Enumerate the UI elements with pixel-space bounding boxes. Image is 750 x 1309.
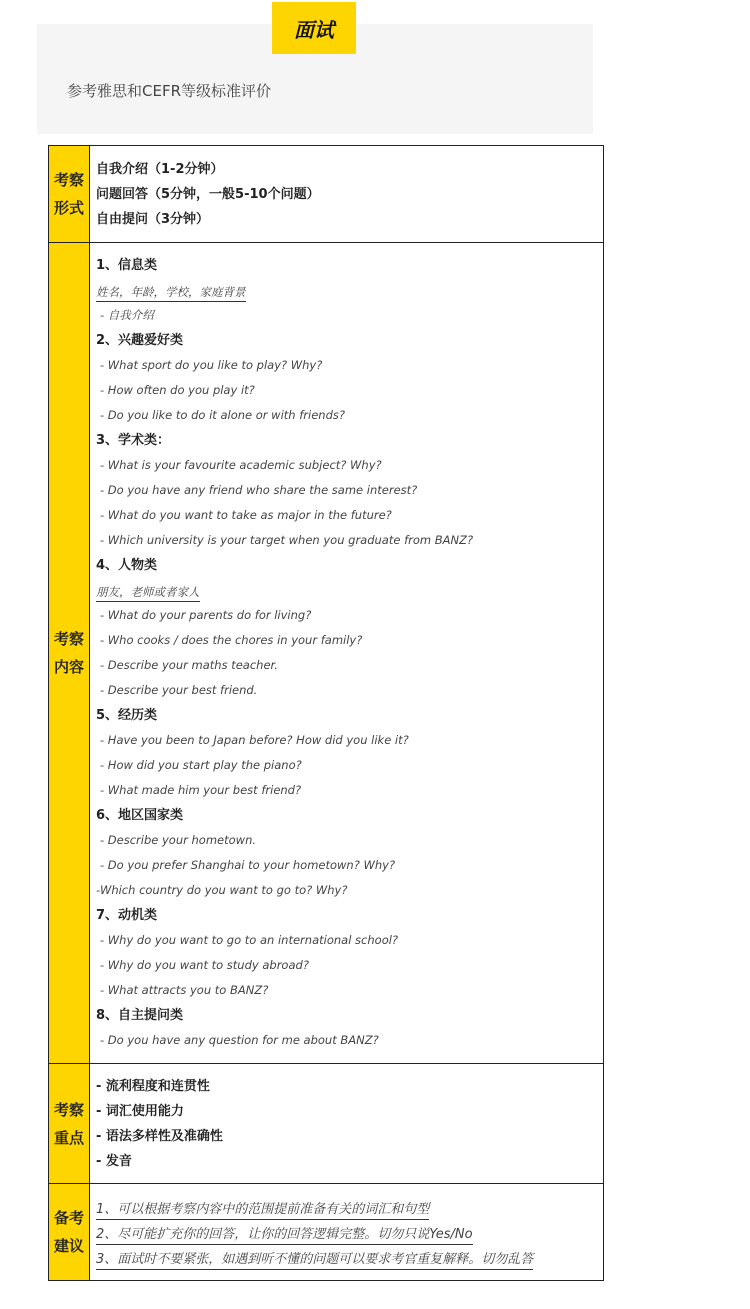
- sample-question: - Describe your best friend.: [100, 683, 258, 697]
- sample-question: - What do your parents do for living?: [100, 608, 312, 622]
- sample-question: - Why do you want to study abroad?: [100, 958, 309, 972]
- label-focus-line1: 考察: [53, 1100, 84, 1119]
- category-heading: 5、经历类: [96, 708, 158, 723]
- label-advice: [49, 1184, 90, 1281]
- row-advice: [49, 1184, 604, 1281]
- focus-item: - 发音: [96, 1153, 132, 1169]
- sample-question: - 自我介绍: [100, 308, 154, 322]
- format-content: [90, 146, 604, 243]
- sample-question: - Do you like to do it alone or with friends?: [100, 408, 345, 422]
- sample-question: - What made him your best friend?: [100, 783, 302, 797]
- category-heading: 3、学术类：: [96, 433, 171, 448]
- sample-question: - Which university is your target when you graduate from BANZ?: [100, 533, 474, 547]
- category-note: 姓名，年龄，学校，家庭背景: [96, 284, 246, 302]
- sample-question: -Which country do you want to go to? Why?: [96, 883, 348, 897]
- label-content: [49, 243, 90, 1064]
- category-heading: 1、信息类: [96, 258, 158, 273]
- sample-question: - Describe your hometown.: [100, 833, 257, 847]
- page-title: 面试: [272, 2, 356, 54]
- sample-question: - Describe your maths teacher.: [100, 658, 278, 672]
- label-content-line2: 内容: [53, 658, 84, 676]
- advice-content: [90, 1184, 604, 1281]
- advice-item: 2、尽可能扩充你的回答，让你的回答逻辑完整。切勿只说Yes/No: [96, 1226, 473, 1245]
- sample-question: - How often do you play it?: [100, 383, 255, 397]
- content-list: [90, 243, 604, 1064]
- sample-question: - Have you been to Japan before? How did you like it?: [100, 733, 409, 747]
- label-format-line1: 考察: [53, 171, 84, 189]
- label-focus-line2: 重点: [53, 1128, 84, 1147]
- sample-question: - What attracts you to BANZ?: [100, 983, 269, 997]
- label-focus: [49, 1064, 90, 1184]
- category-heading: 2、兴趣爱好类: [96, 333, 184, 348]
- advice-item: 1、可以根据考察内容中的范围提前准备有关的词汇和句型: [96, 1201, 429, 1220]
- row-focus: [49, 1064, 604, 1184]
- sample-question: - How did you start play the piano?: [100, 758, 302, 772]
- focus-item: - 语法多样性及准确性: [96, 1128, 223, 1144]
- category-note-row: [96, 278, 597, 303]
- sample-question: - Do you prefer Shanghai to your hometown? Why?: [100, 858, 396, 872]
- category-heading: 8、自主提问类: [96, 1008, 184, 1023]
- label-format-line2: 形式: [53, 199, 84, 217]
- focus-item: - 词汇使用能力: [96, 1103, 184, 1119]
- interview-table: [48, 145, 604, 1281]
- format-item: 自我介绍（1-2分钟）: [96, 161, 224, 177]
- format-item: 自由提问（3分钟）: [96, 211, 210, 227]
- label-advice-line1: 备考: [53, 1209, 84, 1227]
- format-item: 问题回答（5分钟，一般5-10个问题）: [96, 186, 320, 202]
- sample-question: - What do you want to take as major in the future?: [100, 508, 392, 522]
- row-content: [49, 243, 604, 1064]
- category-heading: 4、人物类: [96, 558, 158, 573]
- category-heading: 6、地区国家类: [96, 808, 184, 823]
- intro-text: 参考雅思和CEFR等级标准评价: [67, 82, 272, 100]
- category-note: 朋友，老师或者家人: [96, 584, 200, 602]
- category-note-row: [96, 578, 597, 603]
- sample-question: - What sport do you like to play? Why?: [100, 358, 323, 372]
- label-content-line1: 考察: [53, 630, 84, 648]
- row-format: [49, 146, 604, 243]
- category-heading: 7、动机类: [96, 908, 158, 923]
- advice-item: 3、面试时不要紧张，如遇到听不懂的问题可以要求考官重复解释。切勿乱答: [96, 1251, 533, 1270]
- sample-question: - Do you have any question for me about BANZ?: [100, 1033, 379, 1047]
- label-advice-line2: 建议: [53, 1237, 84, 1255]
- sample-question: - Why do you want to go to an international school?: [100, 933, 399, 947]
- sample-question: - Who cooks / does the chores in your family?: [100, 633, 363, 647]
- label-format: [49, 146, 90, 243]
- focus-item: - 流利程度和连贯性: [96, 1078, 210, 1094]
- sample-question: - What is your favourite academic subject? Why?: [100, 458, 382, 472]
- sample-question: - Do you have any friend who share the same interest?: [100, 483, 418, 497]
- focus-content: [90, 1064, 604, 1184]
